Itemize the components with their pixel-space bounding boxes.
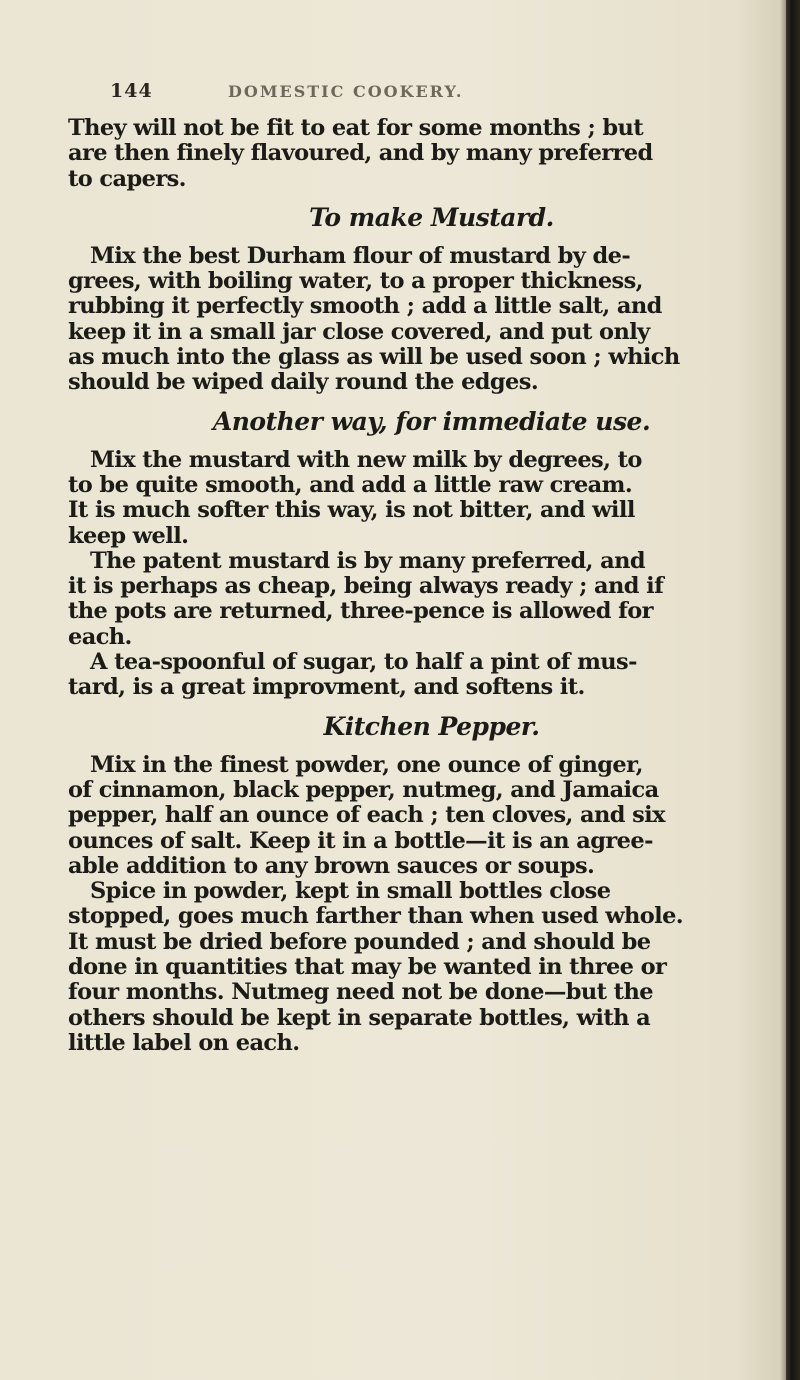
text-line: ounces of salt. Keep it in a bottle—it is an agree- bbox=[68, 827, 653, 854]
page-number: 144 bbox=[110, 80, 153, 102]
text-line: pepper, half an ounce of each ; ten cloves, and six bbox=[68, 802, 665, 829]
text-line: It must be dried before pounded ; and should be bbox=[68, 928, 651, 955]
page-body bbox=[68, 116, 795, 1056]
text-line: stopped, goes much farther than when used whole. bbox=[68, 903, 684, 930]
paragraph bbox=[68, 244, 795, 396]
text-line: Spice in powder, kept in small bottles close bbox=[90, 878, 611, 905]
section-heading: Another way, for immediate use. bbox=[212, 406, 651, 436]
text-line: Mix the mustard with new milk by degrees, to bbox=[90, 446, 642, 473]
text-line: others should be kept in separate bottles, with a bbox=[68, 1004, 651, 1031]
text-line: Mix the best Durham flour of mustard by de- bbox=[90, 242, 631, 269]
text-line: keep it in a small jar close covered, and put only bbox=[68, 318, 650, 345]
spacer bbox=[68, 396, 795, 408]
text-line: of cinnamon, black pepper, nutmeg, and Jamaica bbox=[68, 776, 659, 803]
spacer bbox=[68, 701, 795, 713]
text-line: as much into the glass as will be used soon ; which bbox=[68, 344, 680, 371]
paragraph bbox=[68, 650, 795, 701]
page-header bbox=[110, 80, 710, 110]
text-line: Mix in the finest powder, one ounce of ginger, bbox=[90, 751, 643, 778]
text-line: to be quite smooth, and add a little raw cream. bbox=[68, 471, 633, 498]
section-heading: To make Mustard. bbox=[309, 202, 554, 232]
text-line: A tea-spoonful of sugar, to half a pint of mus- bbox=[90, 649, 637, 676]
text-line: are then finely flavoured, and by many preferred bbox=[68, 140, 653, 167]
running-head: DOMESTIC COOKERY. bbox=[228, 82, 464, 101]
text-line: The patent mustard is by many preferred, and bbox=[90, 547, 646, 574]
spacer bbox=[68, 436, 795, 448]
spacer bbox=[68, 741, 795, 753]
text-line: grees, with boiling water, to a proper thickness, bbox=[68, 268, 643, 295]
text-line: should be wiped daily round the edges. bbox=[68, 369, 539, 396]
text-line: each. bbox=[68, 623, 132, 650]
section-heading: Kitchen Pepper. bbox=[323, 711, 540, 741]
text-line: little label on each. bbox=[68, 1029, 300, 1056]
text-line: done in quantities that may be wanted in three or bbox=[68, 954, 667, 981]
paragraph bbox=[68, 448, 795, 549]
text-line: tard, is a great improvment, and softens it. bbox=[68, 674, 585, 701]
text-line: It is much softer this way, is not bitter, and will bbox=[68, 497, 635, 524]
text-line: rubbing it perfectly smooth ; add a little salt, and bbox=[68, 293, 662, 320]
paragraph bbox=[68, 879, 795, 1056]
text-line: it is perhaps as cheap, being always ready ; and if bbox=[68, 573, 664, 600]
paragraph bbox=[68, 753, 795, 879]
text-line: four months. Nutmeg need not be done—but the bbox=[68, 979, 653, 1006]
text-line: keep well. bbox=[68, 522, 189, 549]
paragraph bbox=[68, 116, 795, 192]
paragraph bbox=[68, 549, 795, 650]
text-line: They will not be fit to eat for some months ; but bbox=[68, 115, 644, 141]
text-line: the pots are returned, three-pence is allowed for bbox=[68, 598, 653, 625]
text-line: to capers. bbox=[68, 165, 186, 192]
text-line: able addition to any brown sauces or soups. bbox=[68, 852, 595, 879]
